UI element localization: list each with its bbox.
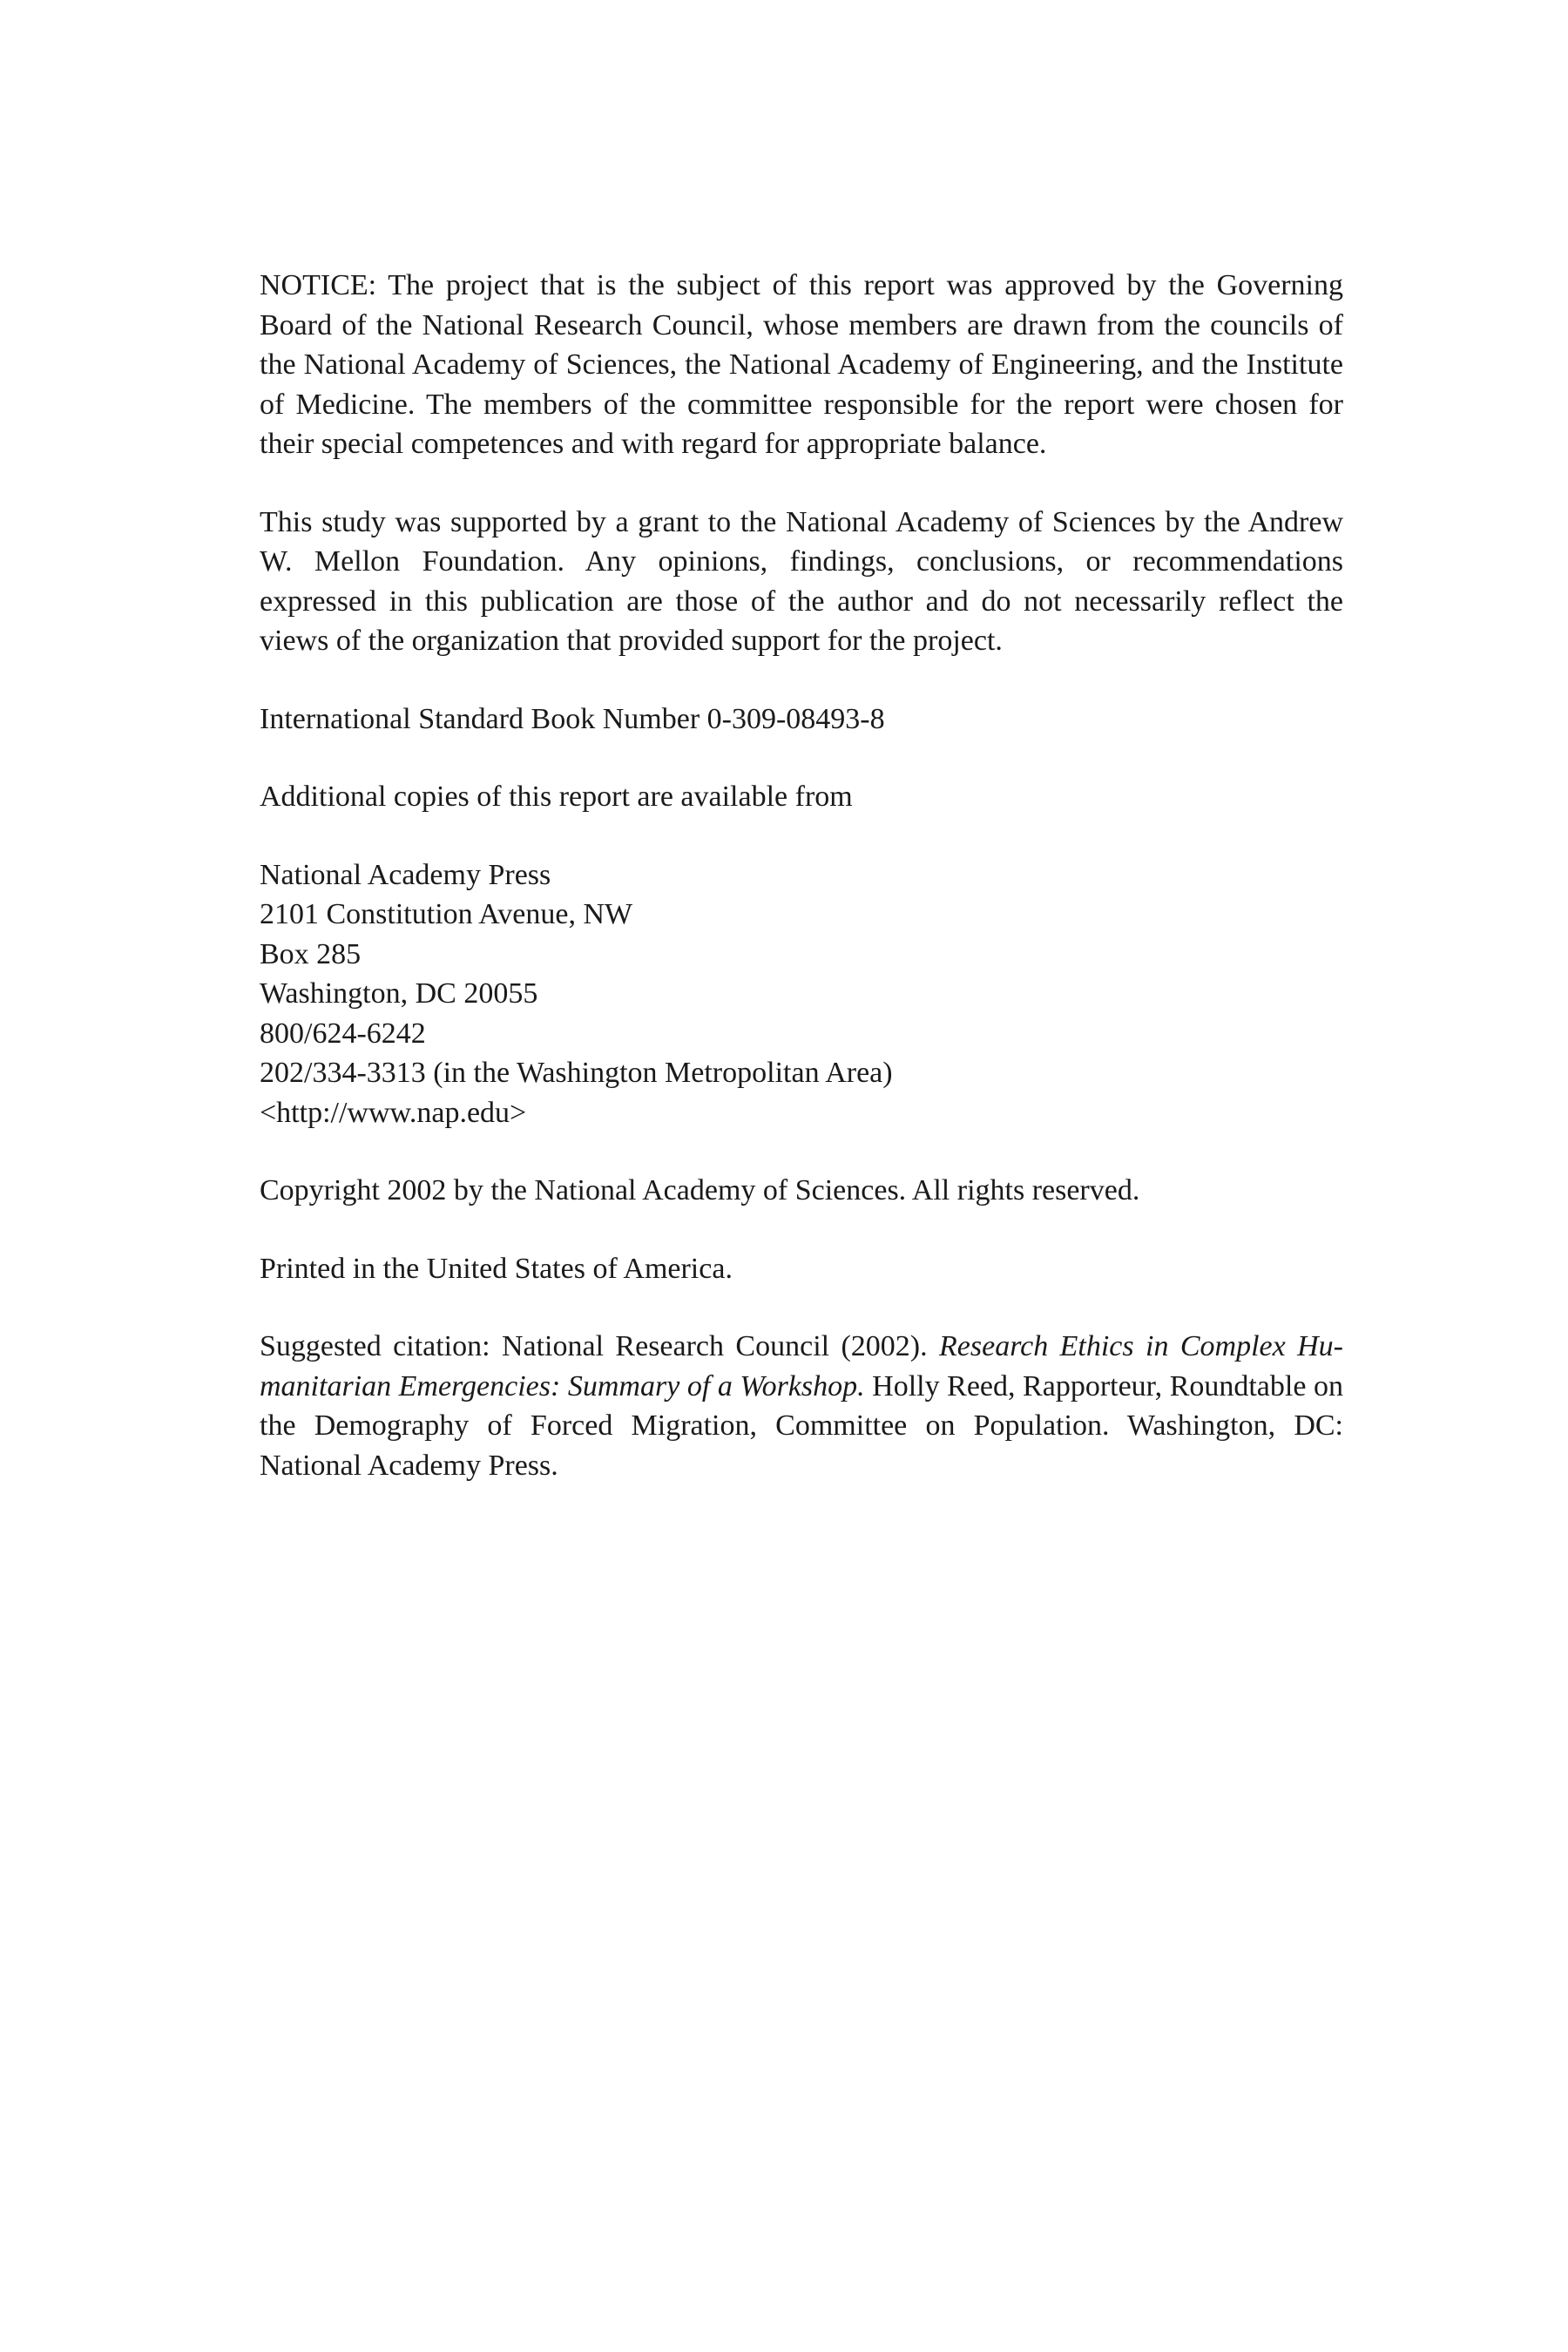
city-state-zip: Washington, DC 20055 xyxy=(260,977,538,1010)
publisher-address xyxy=(260,855,1343,1133)
printed-line: Printed in the United States of America. xyxy=(260,1252,733,1285)
website-url: <http://www.nap.edu> xyxy=(260,1096,527,1129)
po-box: Box 285 xyxy=(260,937,362,970)
support-paragraph: This study was supported by a grant to the National Academy of Sciences by the Andrew W. Mellon Foundation. Any opinions, findings, conclusions, or recommendations expressed in this publication are those of the author and do not necessarily reflect the views of the organization that provided support for the project. xyxy=(260,505,1343,657)
copyright-line: Copyright 2002 by the National Academy of Sciences. All rights reserved. xyxy=(260,1174,1140,1206)
suggested-citation xyxy=(260,1327,1343,1485)
phone-tollfree: 800/624-6242 xyxy=(260,1017,426,1050)
citation-suffix: Holly Reed, Rapporteur, Roundtable on the Demography of Forced Migration, Committee on Population. Washington, DC: National Academy Press. xyxy=(260,1369,1343,1482)
publisher-name: National Academy Press xyxy=(260,858,551,891)
citation-prefix: Suggested citation: National Research Council (2002). xyxy=(260,1330,940,1362)
street-address: 2101 Constitution Avenue, NW xyxy=(260,898,633,930)
phone-local: 202/334-3313 (in the Washington Metropolitan Area) xyxy=(260,1057,893,1089)
additional-copies-line: Additional copies of this report are available from xyxy=(260,781,853,813)
notice-paragraph: NOTICE: The project that is the subject of this report was approved by the Governing Board of the National Research Council, whose members are drawn from the councils of the National Academy of Sciences, the National Academy of Engineering, and the Institute of Medicine. The members of the committee responsible for the report were chosen for their special competences and with regard for appropriate balance. xyxy=(260,269,1343,460)
copyright-page xyxy=(260,266,1343,1524)
citation-title: Research Ethics in Complex Humanitarian Emergencies: Summary of a Workshop. xyxy=(260,1330,1343,1402)
isbn-line: International Standard Book Number 0-309-08493-8 xyxy=(260,702,885,735)
